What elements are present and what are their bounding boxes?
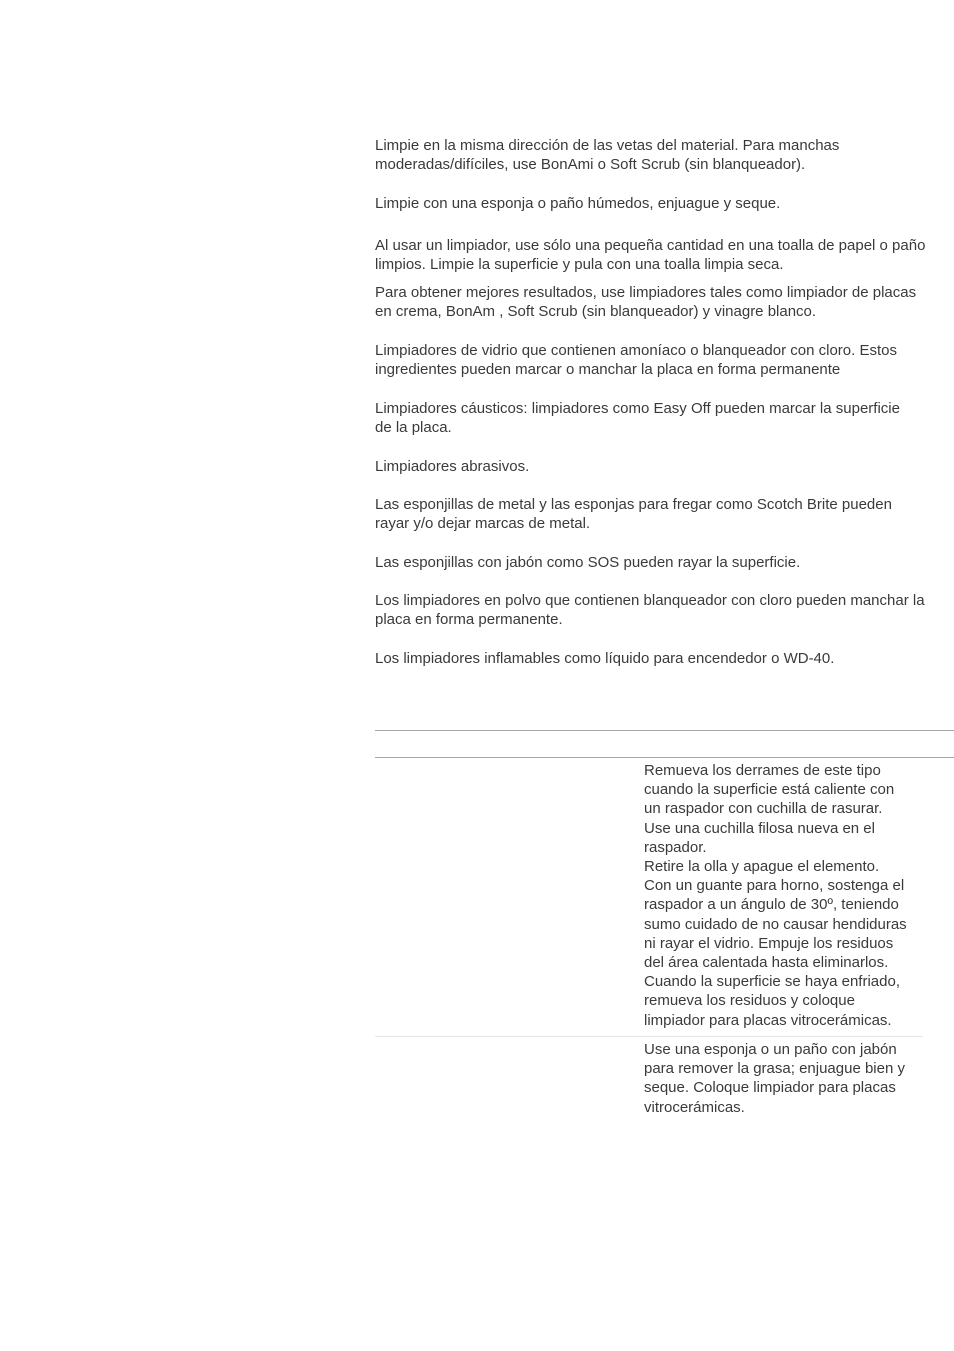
paragraph-powder-cleaners: Los limpiadores en polvo que contienen blanqueador con cloro pueden manchar la placa en forma permanente. (375, 592, 925, 629)
paragraph-best-results: Para obtener mejores resultados, use limpiadores tales como limpiador de placas en crema, BonAm , Soft Scrub (sin blanqueador) y vinagre blanco. (375, 284, 917, 321)
paragraph-sponge-wipe: Limpie con una esponja o paño húmedos, enjuague y seque. (375, 195, 781, 212)
table-header-rule (375, 757, 954, 758)
table-top-rule (375, 730, 954, 731)
paragraph-cleaner-amount: Al usar un limpiador, use sólo una pequeña cantidad en una toalla de papel o paño limpios. Limpie la superficie y pula con una toalla limpia seca. (375, 237, 926, 274)
paragraph-abrasive-cleaners: Limpiadores abrasivos. (375, 458, 530, 475)
paragraph-grain-direction: Limpie en la misma dirección de las vetas del material. Para manchas moderadas/difíciles, use BonAmi o Soft Scrub (sin blanqueador). (375, 137, 840, 174)
paragraph-caustic-cleaners: Limpiadores cáusticos: limpiadores como Easy Off pueden marcar la superficie de la placa. (375, 400, 900, 437)
table-cell-solution: Use una esponja o un paño con jabón para remover la grasa; enjuague bien y seque. Coloque limpiador para placas vitrocerámicas. (644, 1041, 905, 1116)
paragraph-metal-scouring-pads: Las esponjillas de metal y las esponjas para fregar como Scotch Brite pueden rayar y/o dejar marcas de metal. (375, 496, 892, 533)
paragraph-soap-pads: Las esponjillas con jabón como SOS pueden rayar la superficie. (375, 554, 801, 571)
paragraph-flammable-cleaners: Los limpiadores inflamables como líquido para encendedor o WD-40. (375, 650, 835, 667)
table-row-divider (375, 1036, 923, 1037)
paragraph-glass-cleaners: Limpiadores de vidrio que contienen amoníaco o blanqueador con cloro. Estos ingredientes pueden marcar o manchar la placa en forma permanente (375, 342, 897, 379)
table-cell-solution: Remueva los derrames de este tipo cuando la superficie está caliente con un raspador con cuchilla de rasurar. Use una cuchilla filosa nueva en el raspador. Retire la olla y apague el elemento. Con un guante para horno, sostenga el raspador a un ángulo de 30º, teniendo sumo cuidado de no causar hendiduras ni rayar el vidrio. Empuje los residuos del área calentada hasta eliminarlos. Cuando la superficie se haya enfriado, remueva los residuos y coloque limpiador para placas vitrocerámicas. (644, 762, 907, 1029)
